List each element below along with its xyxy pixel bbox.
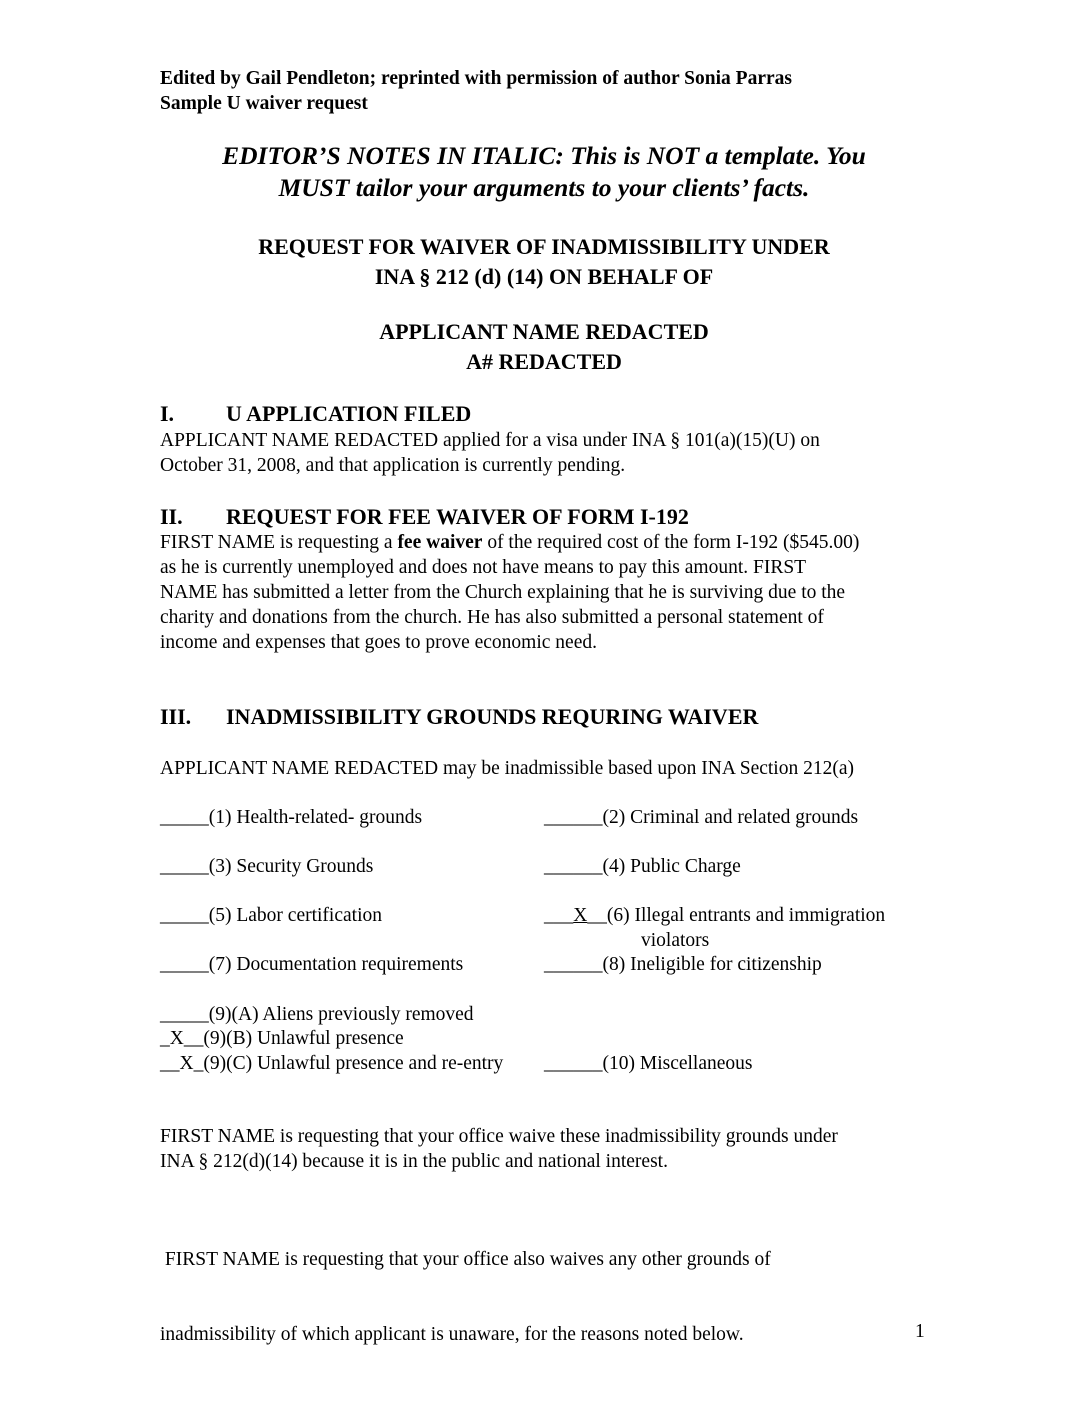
ground-label: (3) Security Grounds <box>208 856 374 877</box>
editor-note <box>130 140 958 204</box>
ground-label: (9)(B) Unlawful presence <box>203 1028 404 1049</box>
document-title <box>130 232 958 292</box>
section-2-line-5: income and expenses that goes to prove economic need. <box>160 632 597 653</box>
applicant-a-number: A# REDACTED <box>466 349 622 374</box>
fee-waiver-emphasis: fee waiver <box>397 532 483 553</box>
page-number: 1 <box>915 1321 925 1342</box>
ground-item-9b <box>160 1026 404 1051</box>
ground-item-5 <box>160 903 382 928</box>
ground-item-2 <box>544 805 858 830</box>
ground-item-4 <box>544 854 741 879</box>
section-2-heading <box>160 504 689 530</box>
closing-paragraph-1 <box>160 1124 838 1174</box>
ground-label: (10) Miscellaneous <box>602 1053 753 1074</box>
section-2-line-3: NAME has submitted a letter from the Church explaining that he is surviving due to the <box>160 582 846 603</box>
editor-note-line-1: EDITOR’S NOTES IN ITALIC: This is NOT a template. You <box>222 141 866 170</box>
applicant-name: APPLICANT NAME REDACTED <box>379 319 709 344</box>
ground-label: (5) Labor certification <box>208 905 382 926</box>
section-1-heading <box>160 401 471 427</box>
ground-label: (6) Illegal entrants and immigration <box>606 905 886 926</box>
ground-item-6-continuation: violators <box>641 930 710 951</box>
header-attribution: Edited by Gail Pendleton; reprinted with permission of author Sonia Parras <box>160 68 792 89</box>
ground-mark[interactable]: ______ <box>544 807 603 828</box>
section-1-line-1: APPLICANT NAME REDACTED applied for a visa under INA § 101(a)(15)(U) on <box>160 430 820 451</box>
section-2-title: REQUEST FOR FEE WAIVER OF FORM I-192 <box>226 504 689 529</box>
section-3-title: INADMISSIBILITY GROUNDS REQURING WAIVER <box>226 704 759 729</box>
section-1-body <box>160 428 820 478</box>
section-2-body <box>160 530 859 655</box>
ground-label: (2) Criminal and related grounds <box>602 807 859 828</box>
section-3-heading <box>160 704 758 730</box>
ground-label: (8) Ineligible for citizenship <box>602 954 822 975</box>
ground-mark[interactable] <box>544 905 607 926</box>
ground-mark[interactable]: ______ <box>544 954 603 975</box>
ground-mark[interactable]: _____ <box>160 1004 209 1025</box>
ground-mark[interactable]: _____ <box>160 807 209 828</box>
ground-item-9c <box>160 1051 503 1076</box>
editor-note-line-2: MUST tailor your arguments to your clients’ facts. <box>278 173 810 202</box>
ground-mark[interactable]: _____ <box>160 856 209 877</box>
section-3-number: III. <box>160 704 192 729</box>
title-line-2: INA § 212 (d) (14) ON BEHALF OF <box>374 264 714 289</box>
ground-item-7 <box>160 952 463 977</box>
closing-2-line-1: FIRST NAME is requesting that your office also waives any other grounds of <box>160 1249 771 1270</box>
section-1-line-2: October 31, 2008, and that application is currently pending. <box>160 455 626 476</box>
ground-label: (9)(A) Aliens previously removed <box>208 1004 474 1025</box>
section-2-line-1-pre: FIRST NAME is requesting a <box>160 532 398 553</box>
section-1-number: I. <box>160 401 175 426</box>
section-1-title: U APPLICATION FILED <box>226 401 472 426</box>
ground-mark[interactable]: ______ <box>544 1053 603 1074</box>
ground-mark-pre: ___ <box>544 905 574 926</box>
ground-mark[interactable]: __X_ <box>160 1053 204 1074</box>
ground-mark[interactable]: ______ <box>544 856 603 877</box>
ground-item-3 <box>160 854 373 879</box>
ground-item-9a <box>160 1002 474 1027</box>
closing-1-line-1: FIRST NAME is requesting that your office waive these inadmissibility grounds under <box>160 1126 838 1147</box>
section-2-number: II. <box>160 504 183 529</box>
section-2-line-4: charity and donations from the church. He has also submitted a personal statement of <box>160 607 824 628</box>
ground-label: (7) Documentation requirements <box>208 954 464 975</box>
ground-mark-post: __ <box>587 905 607 926</box>
ground-label: (1) Health-related- grounds <box>208 807 423 828</box>
applicant-block <box>130 317 958 377</box>
ground-item-8 <box>544 952 822 977</box>
ground-item-6 <box>544 903 885 928</box>
section-3-intro: APPLICANT NAME REDACTED may be inadmissible based upon INA Section 212(a) <box>160 758 854 779</box>
ground-mark[interactable]: _X__ <box>160 1028 204 1049</box>
ground-mark[interactable]: _____ <box>160 905 209 926</box>
ground-item-1 <box>160 805 422 830</box>
header-subtitle: Sample U waiver request <box>160 93 368 114</box>
ground-label: (9)(C) Unlawful presence and re-entry <box>203 1053 504 1074</box>
closing-2-line-2: inadmissibility of which applicant is unaware, for the reasons noted below. <box>160 1324 744 1345</box>
title-line-1: REQUEST FOR WAIVER OF INADMISSIBILITY UNDER <box>258 234 830 259</box>
ground-mark[interactable]: _____ <box>160 954 209 975</box>
section-2-line-1-post: of the required cost of the form I-192 ($545.00) <box>482 532 860 553</box>
ground-item-10 <box>544 1051 753 1076</box>
closing-paragraph-2 <box>160 1197 771 1397</box>
section-2-line-1 <box>160 530 859 555</box>
ground-label: (4) Public Charge <box>602 856 741 877</box>
closing-1-line-2: INA § 212(d)(14) because it is in the public and national interest. <box>160 1151 668 1172</box>
section-2-line-2: as he is currently unemployed and does not have means to pay this amount. FIRST <box>160 557 807 578</box>
ground-mark-x: X <box>573 905 588 926</box>
